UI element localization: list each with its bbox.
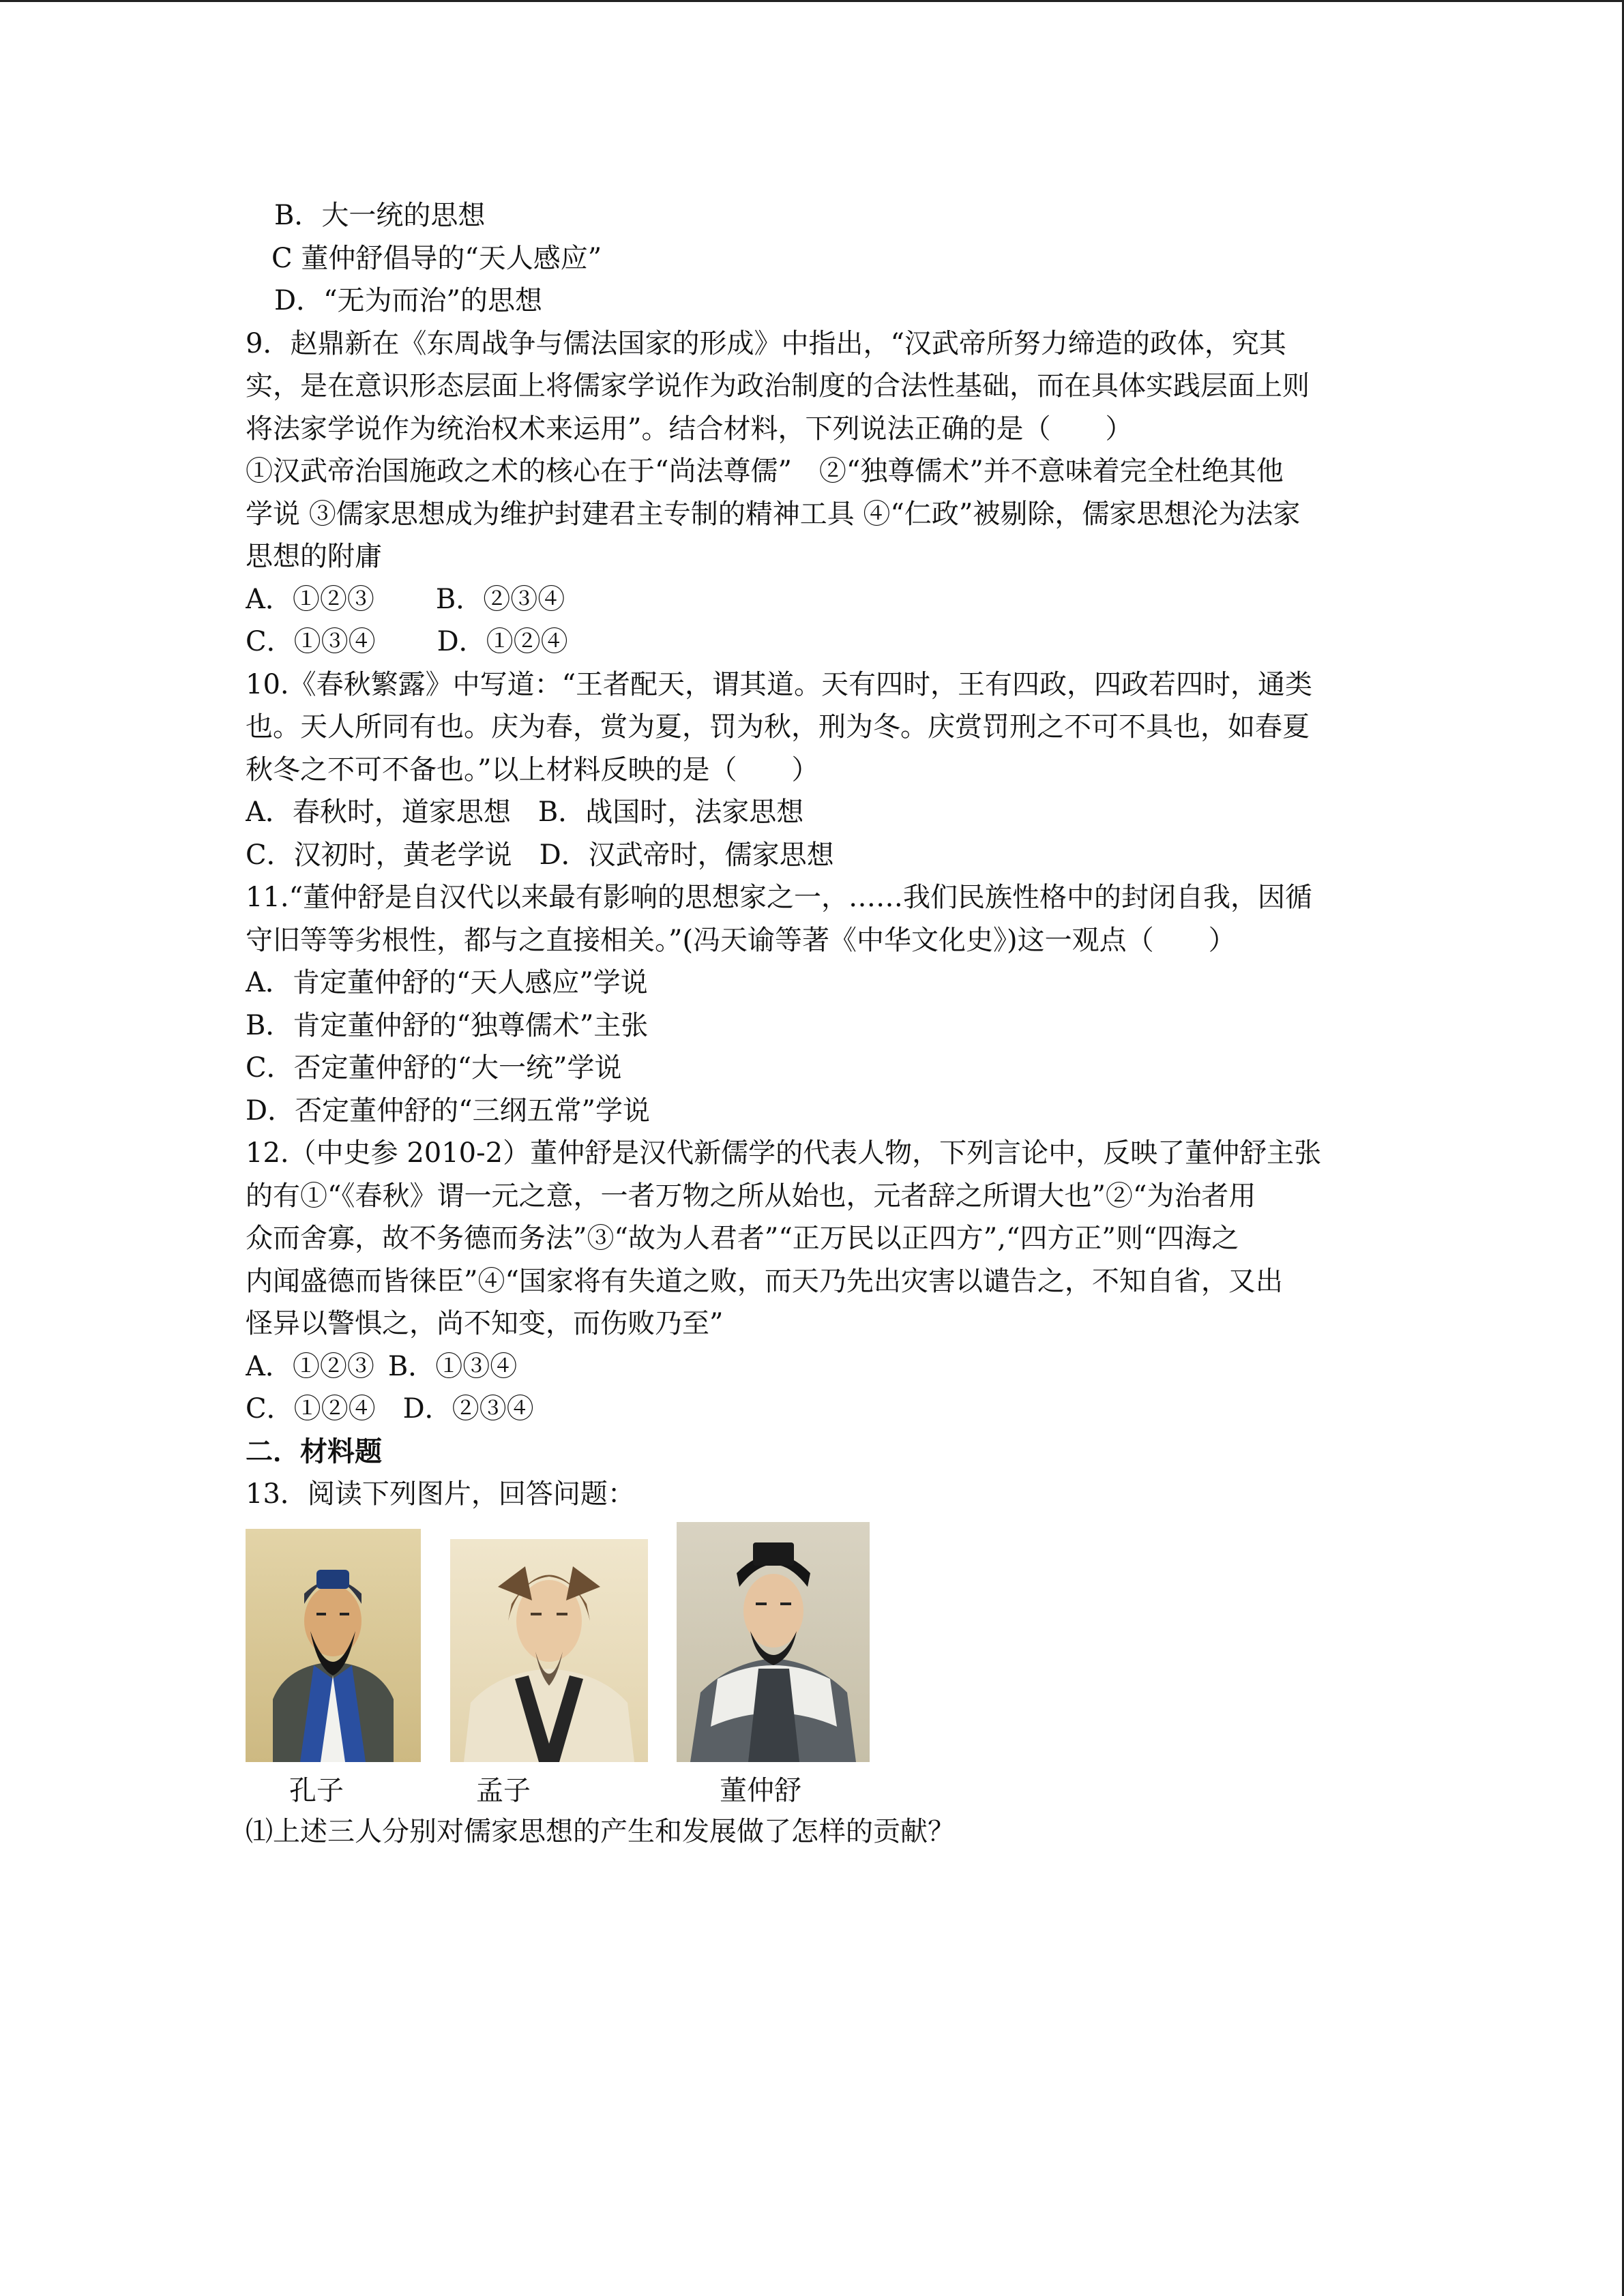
question-12-line3: 众而舍寡，故不务德而务法”③“故为人君者”“正万民以正四方”,“四方正”则“四海之 xyxy=(246,1223,1239,1254)
question-9-line1: 9．赵鼎新在《东周战争与儒法国家的形成》中指出，“汉武帝所努力缔造的政体，究其 xyxy=(246,327,1286,359)
question-9-statements-line3: 思想的附庸 xyxy=(246,541,382,572)
question-12-options-ab xyxy=(246,1345,1378,1388)
q12-option-b: B．①③④ xyxy=(387,1350,518,1382)
document-body xyxy=(246,194,1378,1516)
caption-mencius: 孟子 xyxy=(476,1775,531,1806)
question-10-line3: 秋冬之不可不备也。”以上材料反映的是（ ） xyxy=(246,754,819,786)
dong-zhongshu-portrait-drawing xyxy=(677,1522,870,1762)
q10-option-b: B．战国时，法家思想 xyxy=(537,796,804,828)
question-9-options-cd xyxy=(246,621,1378,664)
question-10-options-cd xyxy=(246,834,1378,877)
question-9-statements-line2: 学说 ③儒家思想成为维护封建君主专制的精神工具 ④“仁政”被剔除，儒家思想沦为法家 xyxy=(246,498,1301,530)
q9-option-a: A．①②③ xyxy=(246,583,374,615)
question-9-line3: 将法家学说作为统治权术来运用”。结合材料，下列说法正确的是（ ） xyxy=(246,413,1133,445)
confucius-portrait xyxy=(246,1529,421,1762)
question-12-options-cd xyxy=(246,1388,1378,1431)
q11-option-b: B．肯定董仲舒的“独尊儒术”主张 xyxy=(246,1009,649,1041)
mencius-portrait-drawing xyxy=(450,1539,648,1762)
question-10-line2: 也。天人所同有也。庆为春，赏为夏，罚为秋，刑为冬。庆赏罚刑之不可不具也，如春夏 xyxy=(246,711,1310,743)
q10-option-d: D．汉武帝时，儒家思想 xyxy=(539,839,834,871)
q11-option-c: C．否定董仲舒的“大一统”学说 xyxy=(246,1052,622,1084)
question-12-line2: 的有①“《春秋》谓一元之意，一者万物之所从始也，元者辞之所谓大也”②“为治者用 xyxy=(246,1180,1256,1212)
question-11-line1: 11.“董仲舒是自汉代以来最有影响的思想家之一，……我们民族性格中的封闭自我，因循 xyxy=(246,882,1313,913)
section-heading-material: 二．材料题 xyxy=(246,1435,382,1467)
question-10-line1: 10.《春秋繁露》中写道：“王者配天，谓其道。天有四时，王有四政，四政若四时，通类 xyxy=(246,668,1313,700)
q12-option-a: A．①②③ xyxy=(246,1350,374,1382)
caption-confucius: 孔子 xyxy=(289,1775,344,1806)
top-border xyxy=(0,0,1624,2)
option-d-q8: D．“无为而治”的思想 xyxy=(274,285,542,316)
q9-option-b: B．②③④ xyxy=(435,583,565,615)
option-c-q8: C 董仲舒倡导的“天人感应” xyxy=(271,242,602,274)
mencius-portrait xyxy=(450,1539,648,1762)
question-12-line4: 内闻盛德而皆徕臣”④“国家将有失道之败，而天乃先出灾害以谴告之，不知自省，又出 xyxy=(246,1265,1283,1297)
q9-option-c: C．①③④ xyxy=(246,626,376,657)
question-9-line2: 实，是在意识形态层面上将儒家学说作为政治制度的合法性基础，而在具体实践层面上则 xyxy=(246,370,1310,402)
question-9-statements-line1: ①汉武帝治国施政之术的核心在于“尚法尊儒” ②“独尊儒术”并不意味着完全杜绝其他 xyxy=(246,456,1284,487)
caption-dong-zhongshu: 董仲舒 xyxy=(720,1775,801,1806)
question-9-options-ab xyxy=(246,578,1378,621)
portrait-row xyxy=(246,1522,928,1768)
option-b-q8: B．大一统的思想 xyxy=(274,200,486,231)
confucius-portrait-drawing xyxy=(246,1529,421,1762)
q10-option-c: C．汉初时，黄老学说 xyxy=(246,839,512,871)
question-13-prompt: 13．阅读下列图片，回答问题： xyxy=(246,1478,635,1510)
question-10-options-ab xyxy=(246,791,1378,834)
q12-option-c: C．①②④ xyxy=(246,1393,376,1425)
q12-option-d: D．②③④ xyxy=(402,1393,534,1425)
question-12-line1: 12.（中史参 2010-2）董仲舒是汉代新儒学的代表人物，下列言论中，反映了董仲舒主张 xyxy=(246,1137,1322,1169)
dong-zhongshu-portrait xyxy=(677,1522,870,1762)
q11-option-d: D．否定董仲舒的“三纲五常”学说 xyxy=(246,1094,650,1127)
question-13-sub-1: ⑴上述三人分别对儒家思想的产生和发展做了怎样的贡献？ xyxy=(246,1816,955,1847)
question-11-line2: 守旧等等劣根性，都与之直接相关。”(冯天谕等著《中华文化史》)这一观点（ ） xyxy=(246,924,1236,956)
q9-option-d: D．①②④ xyxy=(437,626,568,657)
question-12-line5: 怪异以警惧之，尚不知变，而伤败乃至” xyxy=(246,1308,724,1339)
q11-option-a: A．肯定董仲舒的“天人感应”学说 xyxy=(246,967,648,998)
q10-option-a: A．春秋时，道家思想 xyxy=(246,796,511,828)
